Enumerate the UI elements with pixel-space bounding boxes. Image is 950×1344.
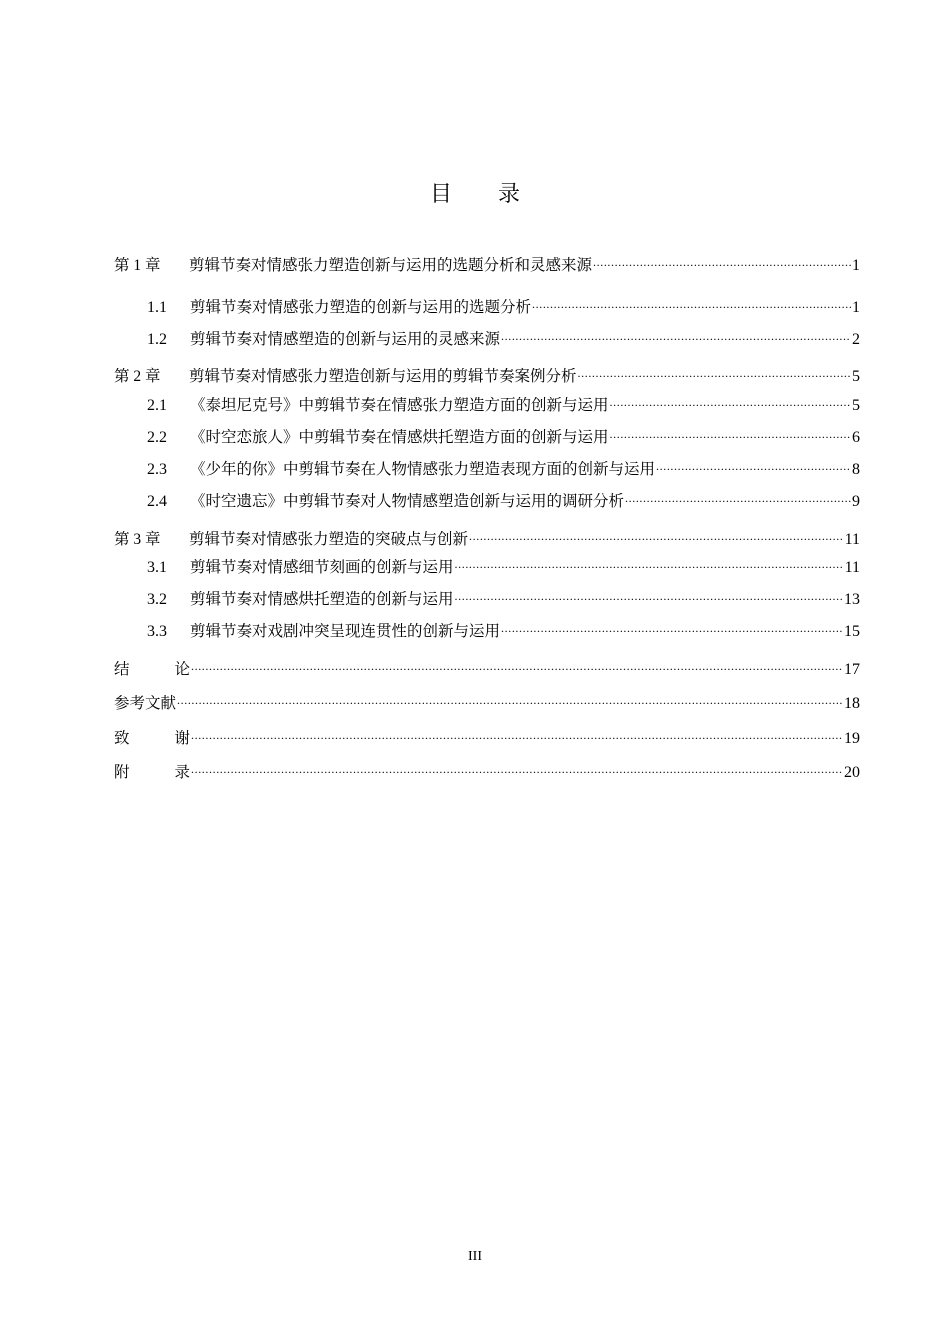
toc-references[interactable] <box>114 684 860 712</box>
dot-leader <box>191 753 843 777</box>
toc-section-1-1[interactable] <box>114 288 860 316</box>
dot-leader <box>501 320 851 344</box>
toc-section-3-3[interactable] <box>114 612 860 640</box>
page-number: 11 <box>844 531 860 548</box>
toc-section-2-2[interactable] <box>114 418 860 446</box>
page-number: 1 <box>852 299 860 316</box>
toc-section-1-2[interactable] <box>114 320 860 348</box>
back-matter-title <box>114 760 190 784</box>
chapter-number: 第 3 章 <box>114 531 161 548</box>
title-char: 论 <box>174 660 190 678</box>
dot-leader <box>177 684 843 708</box>
title-char: 附 <box>114 763 130 781</box>
section-title: 《泰坦尼克号》中剪辑节奏在情感张力塑造方面的创新与运用 <box>190 396 609 414</box>
page-number: 19 <box>844 730 860 747</box>
section-title: 剪辑节奏对戏剧冲突呈现连贯性的创新与运用 <box>190 622 501 640</box>
toc-section-3-1[interactable] <box>114 548 860 576</box>
section-title: 剪辑节奏对情感细节刻画的创新与运用 <box>190 558 454 576</box>
toc-chapter-2[interactable] <box>114 357 860 385</box>
page-number: 5 <box>852 397 860 414</box>
dot-leader <box>656 450 851 474</box>
chapter-number: 第 2 章 <box>114 368 161 385</box>
section-title: 剪辑节奏对情感塑造的创新与运用的灵感来源 <box>190 330 501 348</box>
dot-leader <box>593 246 851 270</box>
page-number: 2 <box>852 331 860 348</box>
dot-leader <box>191 719 843 743</box>
section-number: 1.1 <box>147 299 167 316</box>
page-number: 1 <box>852 257 860 274</box>
dot-leader <box>610 418 851 442</box>
dot-leader <box>532 288 851 312</box>
dot-leader <box>469 520 844 544</box>
back-matter-title: 参考文献 <box>114 694 177 712</box>
title-char: 谢 <box>174 729 190 747</box>
chapter-title: 剪辑节奏对情感张力塑造创新与运用的剪辑节奏案例分析 <box>189 367 577 385</box>
dot-leader <box>191 650 843 674</box>
page-number: 11 <box>844 559 860 576</box>
page-number: 15 <box>844 623 860 640</box>
back-matter-title <box>114 657 190 681</box>
page-footer-number: III <box>468 1249 482 1264</box>
dot-leader <box>610 386 851 410</box>
page-number: 5 <box>852 368 860 385</box>
toc-section-3-2[interactable] <box>114 580 860 608</box>
toc-heading-char-1: 目 <box>429 182 452 207</box>
section-title: 剪辑节奏对情感烘托塑造的创新与运用 <box>190 590 454 608</box>
page-number: 9 <box>852 493 860 510</box>
toc-chapter-3[interactable] <box>114 520 860 548</box>
section-number: 2.1 <box>147 397 167 414</box>
toc-section-2-3[interactable] <box>114 450 860 478</box>
dot-leader <box>578 357 851 381</box>
page-number: 13 <box>844 591 860 608</box>
section-number: 2.3 <box>147 461 167 478</box>
page-number: 8 <box>852 461 860 478</box>
toc-appendix[interactable] <box>114 753 860 781</box>
section-number: 2.4 <box>147 493 167 510</box>
back-matter-title <box>114 726 190 750</box>
dot-leader <box>455 548 844 572</box>
page-number: 20 <box>844 764 860 781</box>
section-number: 3.1 <box>147 559 167 576</box>
section-title: 《时空恋旅人》中剪辑节奏在情感烘托塑造方面的创新与运用 <box>190 428 609 446</box>
section-title: 《时空遗忘》中剪辑节奏对人物情感塑造创新与运用的调研分析 <box>190 492 625 510</box>
title-char: 致 <box>114 729 130 747</box>
section-title: 剪辑节奏对情感张力塑造的创新与运用的选题分析 <box>190 298 532 316</box>
title-char: 录 <box>174 763 190 781</box>
section-title: 《少年的你》中剪辑节奏在人物情感张力塑造表现方面的创新与运用 <box>190 460 656 478</box>
dot-leader <box>501 612 843 636</box>
dot-leader <box>625 482 851 506</box>
section-number: 2.2 <box>147 429 167 446</box>
title-char: 结 <box>114 660 130 678</box>
toc-section-2-4[interactable] <box>114 482 860 510</box>
chapter-title: 剪辑节奏对情感张力塑造创新与运用的选题分析和灵感来源 <box>189 256 593 274</box>
chapter-number: 第 1 章 <box>114 257 161 274</box>
toc-section-2-1[interactable] <box>114 386 860 414</box>
toc-heading <box>0 180 950 210</box>
page-number: 17 <box>844 661 860 678</box>
section-number: 3.3 <box>147 623 167 640</box>
section-number: 3.2 <box>147 591 167 608</box>
toc-chapter-1[interactable] <box>114 246 860 274</box>
section-number: 1.2 <box>147 331 167 348</box>
toc-heading-char-2: 录 <box>498 182 521 207</box>
page-number: 18 <box>844 695 860 712</box>
toc-acknowledgements[interactable] <box>114 719 860 747</box>
toc-conclusion[interactable] <box>114 650 860 678</box>
chapter-title: 剪辑节奏对情感张力塑造的突破点与创新 <box>189 530 469 548</box>
page-number: 6 <box>852 429 860 446</box>
dot-leader <box>455 580 843 604</box>
